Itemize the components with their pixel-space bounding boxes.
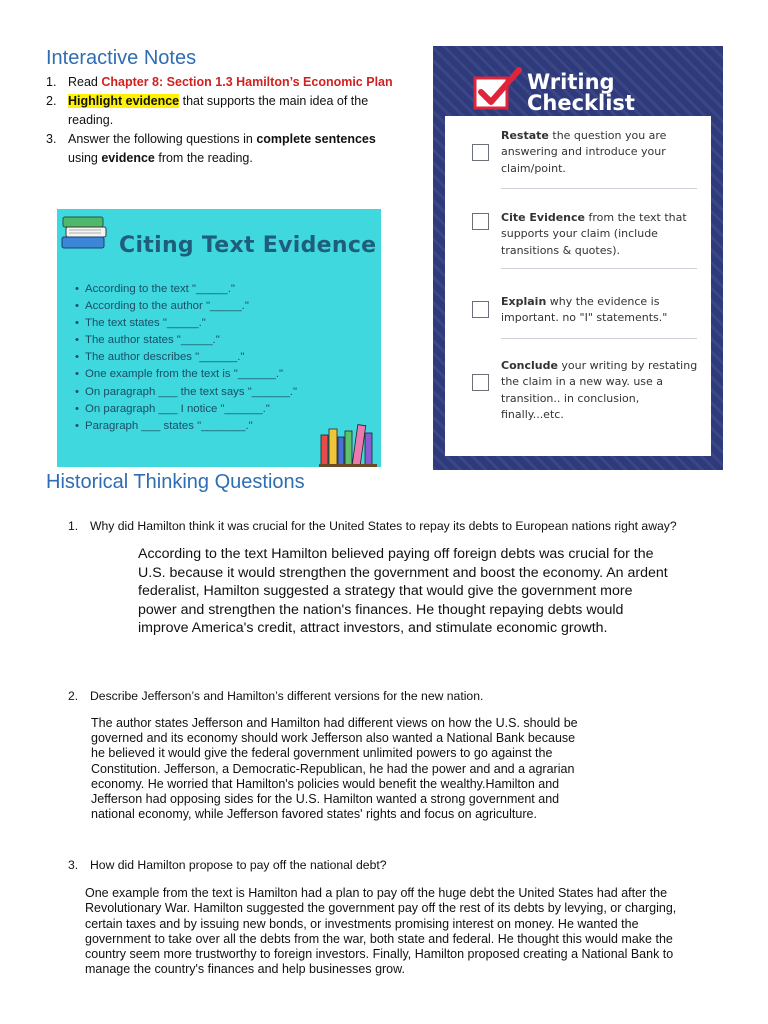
question-number: 2. — [68, 689, 79, 703]
writing-checklist-panel — [433, 46, 723, 470]
answer-1: According to the text Hamilton believed paying off foreign debts was crucial for the U.S. because it would strengthen the government and boost the economy. An ardent federalist, Hamilton suggested a strategy that would give the government more power and strengthen the nation's finances. He thought repaying debts would improve America's credit, attract investors, and stimulate economic growth. — [138, 546, 668, 637]
divider — [501, 188, 697, 189]
citing-text-evidence-panel — [57, 209, 381, 467]
list-item: • One example from the text is "______." — [75, 366, 297, 383]
list-item: • According to the text "_____." — [75, 281, 297, 298]
list-item: • On paragraph ___ the text says "______." — [75, 384, 297, 401]
instruction-3: 3. Answer the following questions in complete sentences using evidence from the reading. — [46, 132, 376, 165]
list-item: • Paragraph ___ states "_______." — [75, 418, 297, 435]
books-stack-icon — [61, 213, 109, 255]
highlight-evidence: Highlight evidence — [68, 94, 180, 108]
citing-title: Citing Text Evidence — [119, 233, 377, 258]
checkbox[interactable] — [472, 301, 489, 318]
answer-2: The author states Jefferson and Hamilton had different views on how the U.S. should be governed and its economy should work Jefferson also wanted a National Bank because he believed it would give the federal government unlimited powers to go against the Constitution. Jefferson, a Democratic-Republican, he had the power and and a agrarian economy. He worried that Hamilton's policies would benefit the wealthy.Hamilton and Jefferson had opposing sides for the U.S. Hamilton wanted a strong government and national economy, while Jefferson favored states' rights and focus on agriculture. — [91, 716, 578, 822]
question-number: 1. — [68, 519, 79, 533]
instruction-1: 1. Read Chapter 8: Section 1.3 Hamilton’s Economic Plan — [46, 75, 393, 89]
list-item: • The author states "_____." — [75, 332, 297, 349]
checklist-card: Restate the question you are answering and introduce your claim/point. Cite Evidence from the text that supports your claim (include transitions & quotes). Explain why the evidence is important. no "I" statements." Conclude your writing by restating the claim in a new way. use a transition.. in conclusion, finally...etc. — [445, 116, 711, 456]
checklist-title: Writing Checklist — [527, 70, 635, 115]
notes-title: Interactive Notes — [46, 47, 197, 69]
question-3: How did Hamilton propose to pay off the national debt? — [90, 858, 387, 872]
historical-questions-title: Historical Thinking Questions — [46, 471, 305, 493]
question-number: 3. — [68, 858, 79, 872]
chapter-reference: Chapter 8: Section 1.3 Hamilton’s Economic Plan — [101, 75, 393, 89]
list-item: • The author describes "______." — [75, 349, 297, 366]
checkbox[interactable] — [472, 374, 489, 391]
divider — [501, 338, 697, 339]
citing-phrase-list — [75, 281, 297, 435]
checkmark-icon — [473, 66, 525, 112]
question-1: Why did Hamilton think it was crucial for the United States to repay its debts to European nations right away? — [90, 519, 677, 533]
question-2: Describe Jefferson’s and Hamilton’s different versions for the new nation. — [90, 689, 484, 703]
answer-3: One example from the text is Hamilton had a plan to pay off the huge debt the United States had after the Revolutionary War. Hamilton suggested the government pay off the rest of its debts by levying, or charging, certain taxes and by issuing new bonds, or investments promising interest on money. He wanted the government to take over all the debts from the war, both state and federal. He thought this would make the country seem more trustworthy to foreign investors. Finally, Hamilton proposed creating a National Bank to manage the country's finances and help businesses grow. — [85, 886, 677, 977]
divider — [501, 268, 697, 269]
list-item: • According to the author "_____." — [75, 298, 297, 315]
checkbox[interactable] — [472, 213, 489, 230]
bookshelf-icon — [319, 421, 377, 467]
list-item: • The text states "_____." — [75, 315, 297, 332]
instruction-2: 2. Highlight evidence that supports the main idea of the reading. — [46, 94, 369, 127]
checkbox[interactable] — [472, 144, 489, 161]
list-item: • On paragraph ___ I notice "______." — [75, 401, 297, 418]
